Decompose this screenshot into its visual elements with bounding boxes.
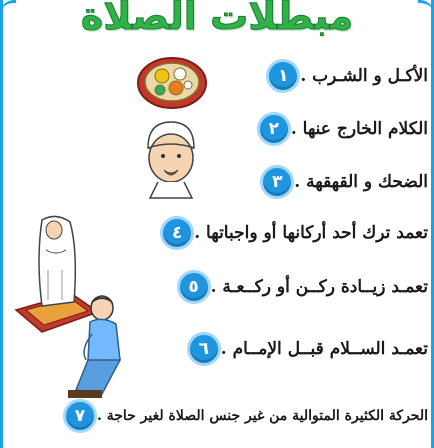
list-item [256, 58, 428, 94]
number-badge: ٧ [63, 399, 97, 433]
number-badge: ٢ [257, 112, 291, 146]
list-item [150, 215, 428, 251]
item-text: الأكـل و الشـرب . [300, 66, 428, 86]
food-plate-illustration [136, 56, 208, 110]
talking-boy-illustration [140, 118, 202, 200]
list-item [53, 398, 428, 434]
number-badge: ٥ [177, 270, 211, 304]
list-item [247, 111, 428, 147]
page-title: مبطلات الصلاة [80, 0, 354, 38]
item-text: تعمـد زيــادة ركــن أو ركــعـة . [210, 277, 428, 297]
list-item [167, 269, 428, 305]
number-badge: ٣ [260, 165, 294, 199]
list-item [250, 164, 428, 200]
number-badge: ٤ [160, 216, 194, 250]
praying-man-illustration [62, 294, 134, 400]
item-text: تعمد ترك أحد أركانها أو واجباتها . [194, 223, 428, 243]
item-text: الكلام الخارج عنها . [290, 119, 428, 139]
number-badge: ٦ [187, 332, 221, 366]
list-item [177, 331, 428, 367]
item-text: تعمـد الســلام قبــل الإمــام . [220, 339, 428, 359]
item-text: الحركة الكثيرة المتوالية من غير جنس الصلاة لغير حاجة . [96, 408, 428, 424]
item-text: الضحك و القهقهة . [294, 172, 428, 192]
number-badge: ١ [266, 59, 300, 93]
